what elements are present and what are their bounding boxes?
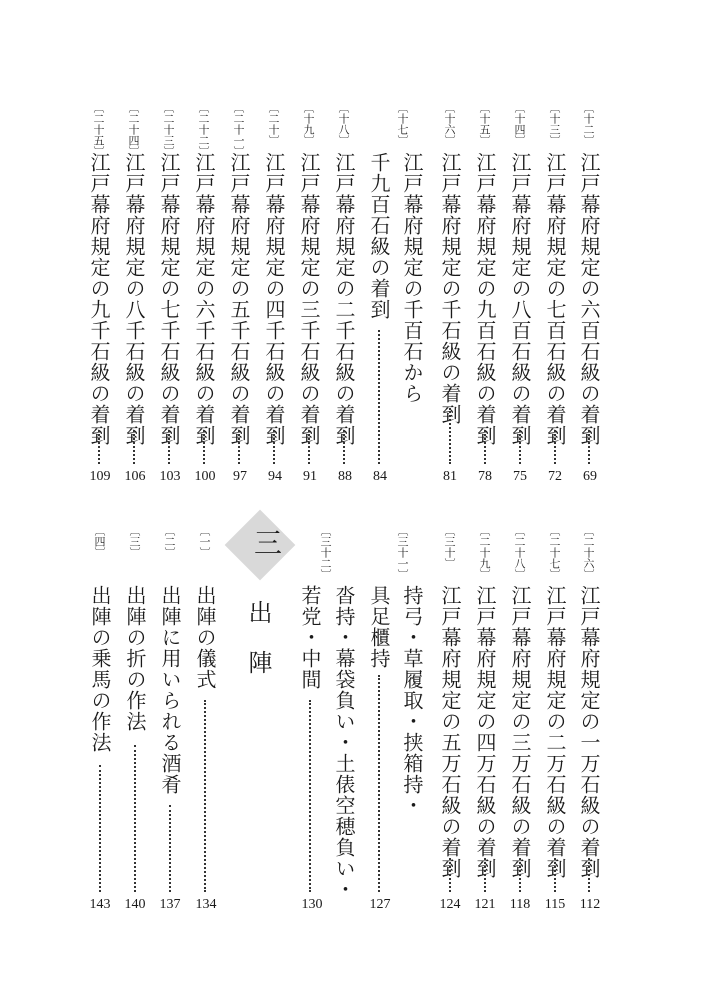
entry-title: 江戸幕府規定の五千石級の着到 xyxy=(227,152,251,446)
entry-title: 江戸幕府規定の一万石級の着到 xyxy=(577,585,601,879)
entry-title-line1: 持弓・草履取・挟箱持・ xyxy=(400,585,424,816)
entry-title: 江戸幕府規定の七千石級の着到 xyxy=(157,152,181,446)
entry-title: 出陣の儀式 xyxy=(193,585,217,690)
page-number: 124 xyxy=(439,897,461,912)
leader-dots xyxy=(99,765,101,892)
chapter-number: 三 xyxy=(250,528,283,556)
page-number: 127 xyxy=(369,897,391,912)
entry-number: 〔十九〕 xyxy=(302,102,315,146)
leader-dots xyxy=(449,858,451,892)
chapter-title: 出陣 xyxy=(244,600,272,700)
entry-title: 江戸幕府規定の六千石級の着到 xyxy=(192,152,216,446)
entry-number: 〔二十五〕 xyxy=(92,102,105,157)
entry-number: 〔二十〕 xyxy=(267,102,280,146)
entry-number: 〔一〕 xyxy=(198,525,211,558)
entry-title-line2: 若党・中間 xyxy=(298,585,322,690)
entry-title: 江戸幕府規定の八百石級の着到 xyxy=(508,152,532,446)
leader-dots xyxy=(98,430,100,464)
page-number: 115 xyxy=(544,897,566,912)
entry-number: 〔二十六〕 xyxy=(582,525,595,580)
entry-title: 出陣の乗馬の作法 xyxy=(88,585,112,753)
entry-number: 〔三十一〕 xyxy=(396,525,409,580)
leader-dots xyxy=(133,430,135,464)
entry-title: 江戸幕府規定の二千石級の着到 xyxy=(332,152,356,446)
page-number: 94 xyxy=(268,469,282,484)
entry-title: 江戸幕府規定の五万石級の着到 xyxy=(438,585,462,879)
entry-title: 江戸幕府規定の七百石級の着到 xyxy=(543,152,567,446)
page-number: 84 xyxy=(373,469,387,484)
leader-dots xyxy=(484,858,486,892)
page-number: 100 xyxy=(194,469,216,484)
entry-number: 〔十七〕 xyxy=(396,102,409,146)
leader-dots xyxy=(169,805,171,892)
entry-title: 江戸幕府規定の四万石級の着到 xyxy=(473,585,497,879)
entry-number: 〔十六〕 xyxy=(443,102,456,146)
page-number: 69 xyxy=(583,469,597,484)
entry-title: 江戸幕府規定の六百石級の着到 xyxy=(577,152,601,446)
leader-dots xyxy=(588,858,590,892)
entry-number: 〔二十八〕 xyxy=(513,525,526,580)
page-number: 143 xyxy=(89,897,111,912)
entry-number: 〔二十七〕 xyxy=(548,525,561,580)
leader-dots xyxy=(519,858,521,892)
entry-number: 〔四〕 xyxy=(93,525,106,558)
page-number: 88 xyxy=(338,469,352,484)
leader-dots xyxy=(554,430,556,464)
leader-dots xyxy=(484,430,486,464)
page-number: 72 xyxy=(548,469,562,484)
entry-title: 出陣の折の作法 xyxy=(123,585,147,732)
leader-dots xyxy=(378,675,380,892)
page-number: 112 xyxy=(579,897,601,912)
leader-dots xyxy=(204,700,206,892)
entry-number: 〔三〕 xyxy=(128,525,141,558)
page-number: 78 xyxy=(478,469,492,484)
page-number: 97 xyxy=(233,469,247,484)
entry-title: 江戸幕府規定の四千石級の着到 xyxy=(262,152,286,446)
page-number: 130 xyxy=(301,897,323,912)
entry-number: 〔十二〕 xyxy=(582,102,595,146)
entry-number: 〔二十一〕 xyxy=(232,102,245,157)
entry-number: 〔十四〕 xyxy=(513,102,526,146)
entry-number: 〔二十九〕 xyxy=(478,525,491,580)
page-number: 106 xyxy=(124,469,146,484)
entry-title-line1: 沓持・幕袋負い・土俵空穂負い・ xyxy=(332,585,356,900)
page-number: 75 xyxy=(513,469,527,484)
leader-dots xyxy=(519,430,521,464)
entry-title-line1: 江戸幕府規定の千百石から xyxy=(400,152,424,404)
leader-dots xyxy=(134,745,136,892)
leader-dots xyxy=(449,408,451,464)
entry-number: 〔二十四〕 xyxy=(127,102,140,157)
leader-dots xyxy=(308,430,310,464)
entry-number: 〔二十二〕 xyxy=(197,102,210,157)
entry-number: 〔二十三〕 xyxy=(162,102,175,157)
entry-title-line2: 具足櫃持 xyxy=(367,585,391,669)
entry-title-line2: 千九百石級の着到 xyxy=(367,152,391,320)
page-number: 121 xyxy=(474,897,496,912)
entry-number: 〔三十〕 xyxy=(443,525,456,569)
entry-number: 〔十三〕 xyxy=(548,102,561,146)
leader-dots xyxy=(168,430,170,464)
entry-number: 〔二〕 xyxy=(163,525,176,558)
entry-title: 江戸幕府規定の九百石級の着到 xyxy=(473,152,497,446)
entry-title: 江戸幕府規定の二万石級の着到 xyxy=(543,585,567,879)
entry-title: 江戸幕府規定の八千石級の着到 xyxy=(122,152,146,446)
entry-number: 〔十五〕 xyxy=(478,102,491,146)
leader-dots xyxy=(273,430,275,464)
entry-title: 江戸幕府規定の三千石級の着到 xyxy=(297,152,321,446)
page-number: 134 xyxy=(195,897,217,912)
leader-dots xyxy=(554,858,556,892)
page-number: 103 xyxy=(159,469,181,484)
leader-dots xyxy=(309,700,311,892)
entry-title: 江戸幕府規定の九千石級の着到 xyxy=(87,152,111,446)
leader-dots xyxy=(588,430,590,464)
leader-dots xyxy=(238,430,240,464)
page-number: 109 xyxy=(89,469,111,484)
leader-dots xyxy=(203,430,205,464)
leader-dots xyxy=(343,430,345,464)
entry-number: 〔三十二〕 xyxy=(319,525,332,580)
page-number: 140 xyxy=(124,897,146,912)
page-number: 137 xyxy=(159,897,181,912)
entry-title: 江戸幕府規定の三万石級の着到 xyxy=(508,585,532,879)
entry-number: 〔十八〕 xyxy=(337,102,350,146)
entry-title: 江戸幕府規定の千石級の着到 xyxy=(438,152,462,425)
leader-dots xyxy=(378,330,380,464)
entry-title: 出陣に用いられる酒肴 xyxy=(158,585,182,795)
page-number: 81 xyxy=(443,469,457,484)
page-number: 118 xyxy=(509,897,531,912)
page-number: 91 xyxy=(303,469,317,484)
